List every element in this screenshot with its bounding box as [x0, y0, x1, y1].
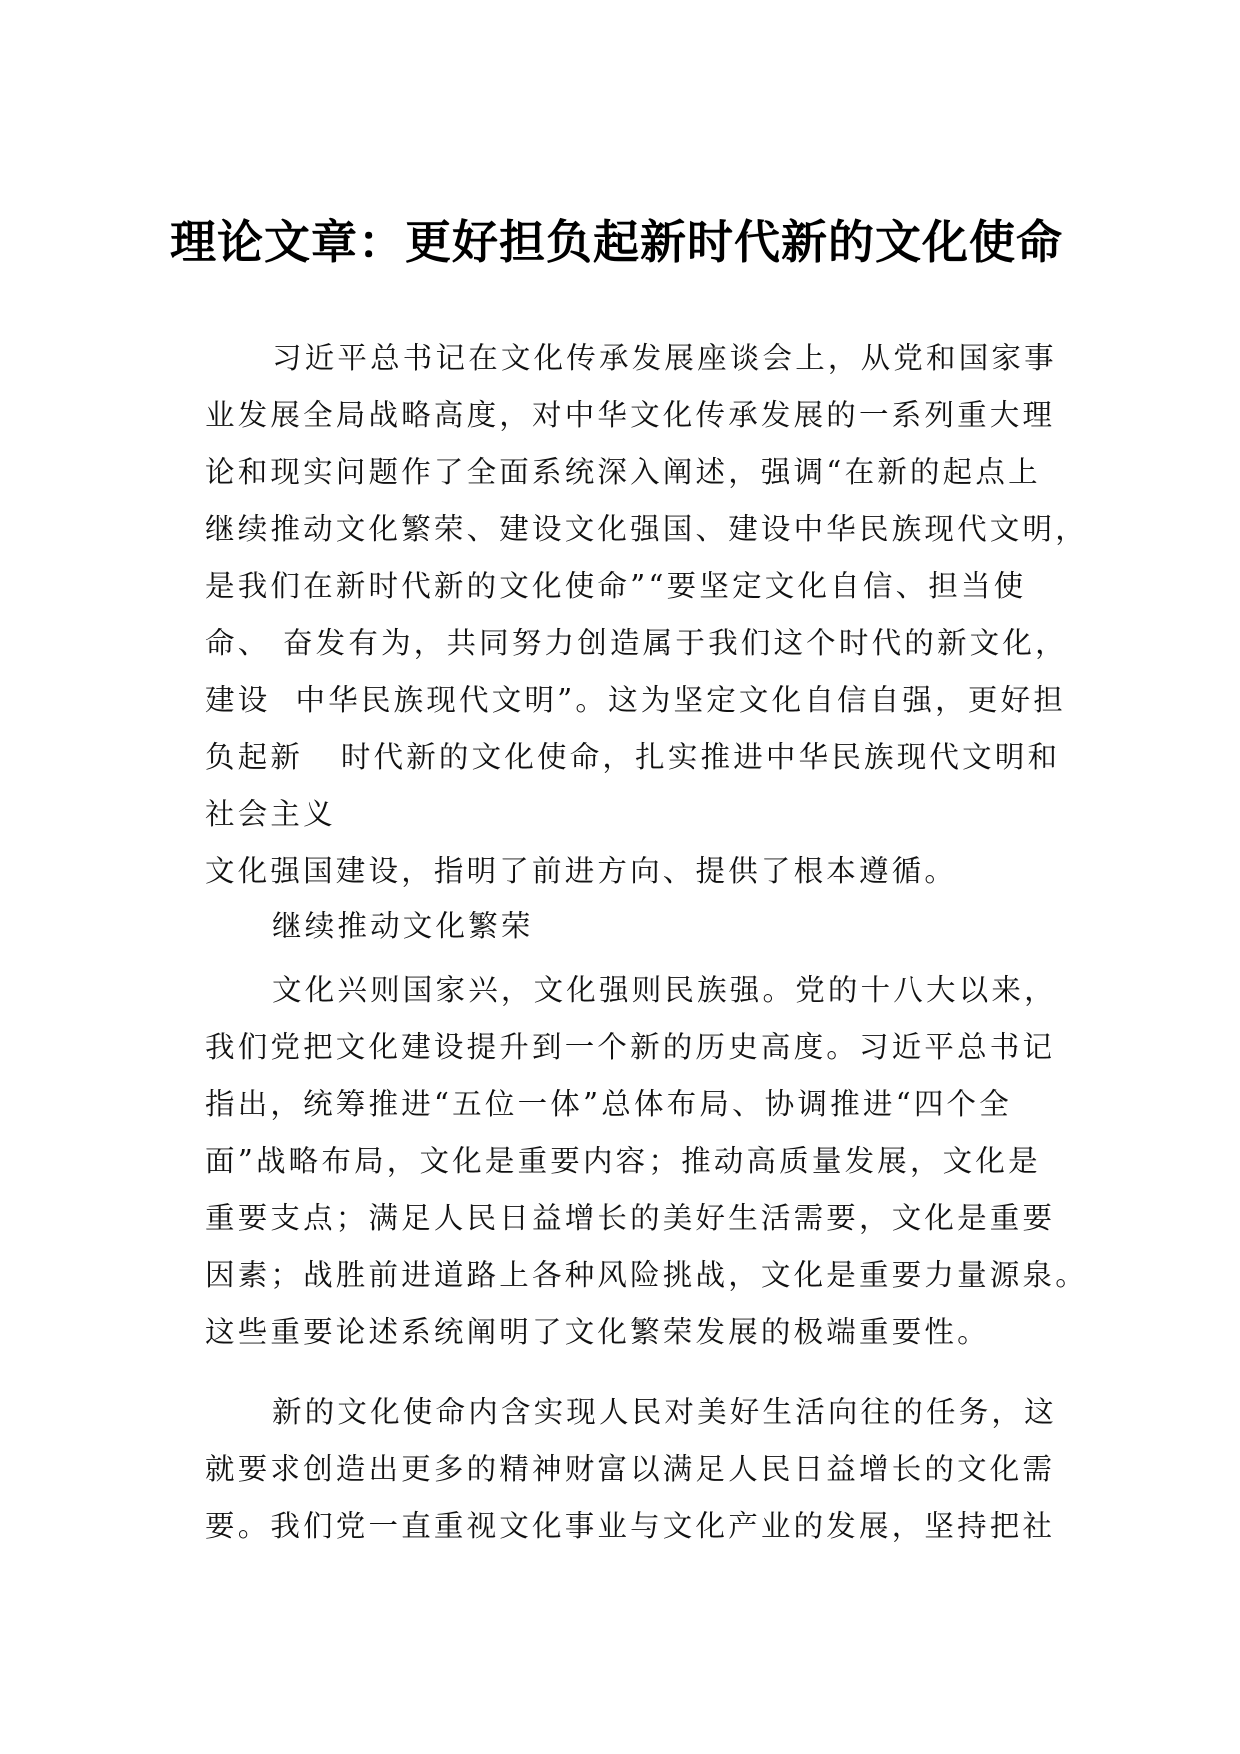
paragraph-line: 继续推动文化繁荣、建设文化强国、建设中华民族现代文明，: [205, 512, 1088, 546]
section-heading: 继续推动文化繁荣: [272, 909, 534, 943]
paragraph-line: 要。我们党一直重视文化事业与文化产业的发展，坚持把社: [205, 1509, 1056, 1543]
paragraph-line: 新的文化使命内含实现人民对美好生活向往的任务，这: [272, 1395, 1057, 1429]
paragraph-line: 我们党把文化建设提升到一个新的历史高度。习近平总书记: [205, 1030, 1056, 1064]
paragraph-line: 因素；战胜前进道路上各种风险挑战，文化是重要力量源泉。: [205, 1258, 1088, 1292]
paragraph-line: 重要支点；满足人民日益增长的美好生活需要，文化是重要: [205, 1201, 1056, 1235]
paragraph-line: 指出，统筹推进“五位一体”总体布局、协调推进“四个全: [205, 1087, 1012, 1121]
paragraph-3: [205, 1384, 1065, 1555]
document-title: 理论文章：更好担负起新时代新的文化使命: [170, 215, 1063, 269]
paragraph-line: 这些重要论述系统阐明了文化繁荣发展的极端重要性。: [205, 1315, 990, 1349]
paragraph-line: 论和现实问题作了全面系统深入阐述，强调“在新的起点上: [205, 455, 1041, 489]
paragraph-line: 面”战略布局，文化是重要内容；推动高质量发展，文化是: [205, 1144, 1041, 1178]
paragraph-line: 就要求创造出更多的精神财富以满足人民日益增长的文化需: [205, 1452, 1056, 1486]
section-heading-block: [205, 898, 1065, 955]
paragraph-line: 建设 中华民族现代文明”。这为坚定文化自信自强，更好担: [205, 683, 1066, 717]
paragraph-line: 文化兴则国家兴，文化强则民族强。党的十八大以来，: [272, 973, 1057, 1007]
paragraph-line: 负起新 时代新的文化使命，扎实推进中华民族现代文明和: [205, 740, 1061, 774]
paragraph-line: 文化强国建设，指明了前进方向、提供了根本遵循。: [205, 854, 958, 888]
paragraph-1: [205, 330, 1088, 900]
paragraph-line: 社会主义: [205, 797, 336, 831]
paragraph-line: 业发展全局战略高度，对中华文化传承发展的一系列重大理: [205, 398, 1056, 432]
paragraph-line: 命、 奋发有为，共同努力创造属于我们这个时代的新文化，: [205, 626, 1068, 660]
paragraph-line: 习近平总书记在文化传承发展座谈会上，从党和国家事: [272, 341, 1057, 375]
paragraph-line: 是我们在新时代新的文化使命”“要坚定文化自信、担当使: [205, 569, 1027, 603]
paragraph-2: [205, 962, 1088, 1361]
